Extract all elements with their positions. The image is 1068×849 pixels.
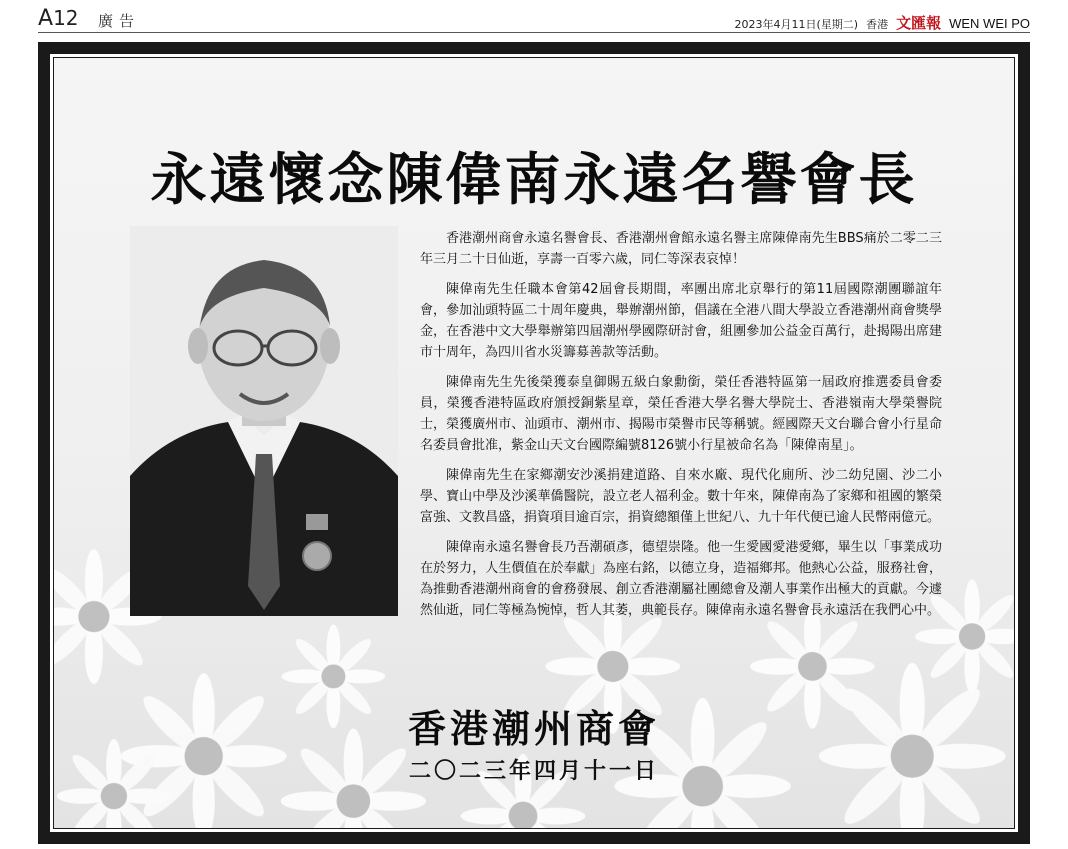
page-number: A12: [38, 6, 79, 31]
obituary-inner-border: [53, 57, 1015, 829]
masthead: [735, 12, 1030, 33]
bio-paragraph: 陳偉南先生在家鄉潮安沙溪捐建道路、自來水廠、現代化廁所、沙二幼兒園、沙二小學、寶山中學及沙溪華僑醫院，設立老人福利金。數十年來，陳偉南為了家鄉和祖國的繁榮富強、文教昌盛，捐資項目逾百宗，捐資總額僅上世紀八、九十年代便已逾人民幣兩億元。: [420, 468, 942, 525]
bio-paragraph: 陳偉南永遠名譽會長乃吾潮碩彥，德望崇隆。他一生愛國愛港愛鄉，畢生以「事業成功在於努力，人生價值在於奉獻」為座右銘，以德立身，造福鄉邦。他熱心公益，服務社會，為推動香港潮州商會的會務發展、創立香港潮屬社團總會及潮人事業作出極大的貢獻。今遽然仙逝，同仁等極為惋悼，哲人其萎，典範長存。陳偉南永遠名譽會長永遠活在我們心中。: [420, 540, 942, 618]
portrait-photo: [130, 226, 398, 616]
signer-organization: 香港潮州商會: [407, 706, 660, 751]
bio-paragraph: 陳偉南先生先後榮獲泰皇御賜五級白象勳銜，榮任香港特區第一屆政府推選委員會委員，榮獲香港特區政府頒授銅紫星章，榮任香港大學名譽大學院士、香港嶺南大學榮譽院士，榮獲廣州市、汕頭市、潮州市、揭陽市榮譽市民等稱號。經國際天文台聯合會小行星命名委員會批准，紫金山天文台國際編號8126號小行星被命名為「陳偉南星」。: [420, 375, 942, 453]
bio-paragraph: 香港潮州商會永遠名譽會長、香港潮州會館永遠名譽主席陳偉南先生BBS痛於二零二三年三月二十日仙逝，享壽一百零六歲，同仁等深表哀悼！: [420, 231, 942, 267]
section-label: 廣告: [98, 12, 141, 30]
brand-name-en: WEN WEI PO: [949, 16, 1030, 31]
obituary-frame: [38, 42, 1030, 844]
header-divider: [38, 32, 1030, 33]
portrait-image: [130, 226, 398, 616]
notice-date: 二〇二三年四月十一日: [408, 758, 659, 784]
region-label: 香港: [866, 18, 889, 31]
bio-paragraph: 陳偉南先生任職本會第42屆會長期間，率團出席北京舉行的第11屆國際潮團聯誼年會，參加汕頭特區二十周年慶典，舉辦潮州節，倡議在全港八間大學設立香港潮州商會獎學金，在香港中文大學舉辦第四屆潮州學國際研討會，組團參加公益金百萬行，赴揭陽出席建市十周年，為四川省水災籌募善款等活動。: [420, 282, 942, 360]
page-title: 永遠懷念陳偉南永遠名譽會長: [150, 147, 918, 213]
page-header: [0, 0, 1068, 36]
biography-text: [420, 228, 942, 630]
brand-logo: 文匯報: [896, 14, 942, 32]
issue-date: 2023年4月11日(星期二): [734, 18, 859, 31]
